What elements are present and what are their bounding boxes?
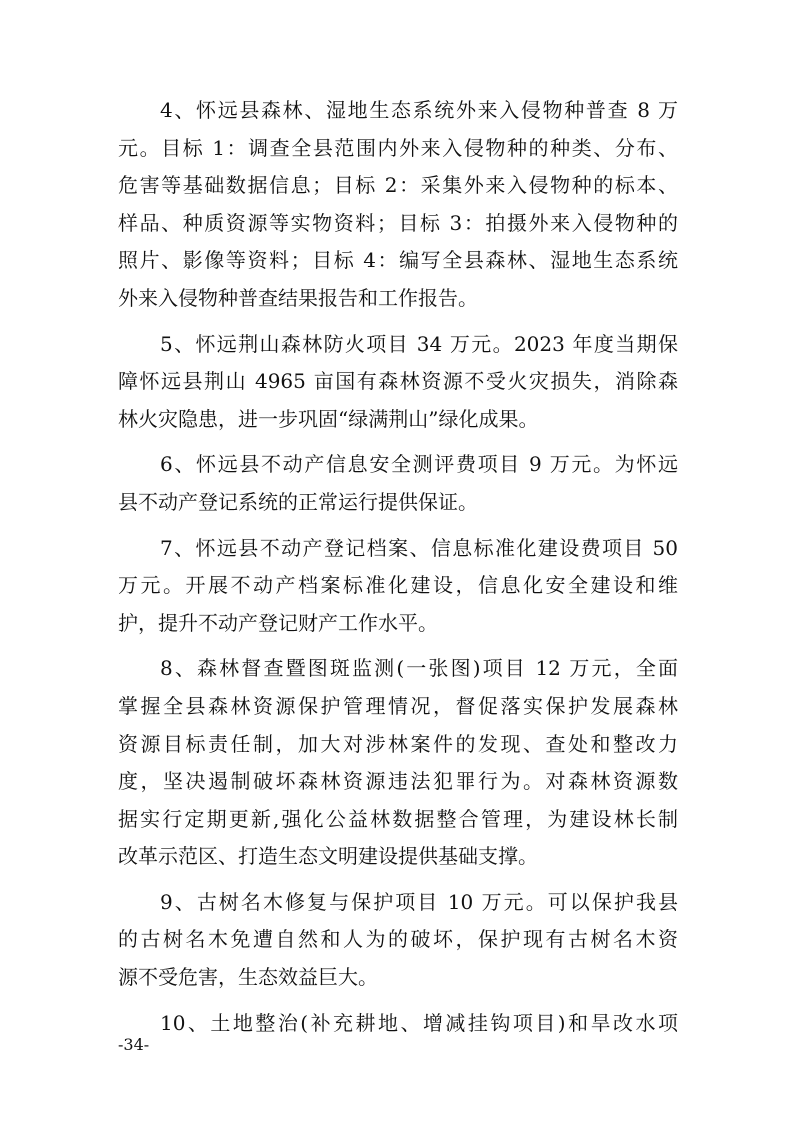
text-line: 样品、种质资源等实物资料；目标 3：拍摄外来入侵物种的 [118,210,678,235]
text-line: 源不受危害，生态效益巨大。 [118,965,378,990]
text-line: 4、怀远县森林、湿地生态系统外来入侵物种普查 8 万 [160,98,678,122]
text-line: 外来入侵物种普查结果报告和工作报告。 [118,285,478,310]
text-line: 8、森林督查暨图斑监测(一张图)项目 12 万元，全面 [160,656,678,681]
document-body [118,92,678,1042]
paragraph-item-10 [118,1005,678,1043]
text-line: 掌握全县森林资源保护管理情况，督促落实保护发展森林 [118,693,678,718]
text-line: 改革示范区、打造生态文明建设提供基础支撑。 [118,844,538,869]
paragraph-item-9 [118,884,678,997]
text-line: 6、怀远县不动产信息安全测评费项目 9 万元。为怀远 [160,452,678,477]
text-line: 的古树名木免遭自然和人为的破坏，保护现有古树名木资 [118,927,678,952]
page-number: -34- [118,1035,150,1054]
text-line: 资源目标责任制，加大对涉林案件的发现、查处和整改力 [118,731,678,756]
text-line: 万元。开展不动产档案标准化建设，信息化安全建设和维 [118,573,678,598]
text-line: 10、土地整治(补充耕地、增减挂钩项目)和旱改水项 [160,1010,678,1035]
text-line: 林火灾隐患，进一步巩固“绿满荆山”绿化成果。 [118,406,539,431]
paragraph-item-5 [118,326,678,439]
text-line: 9、古树名木修复与保护项目 10 万元。可以保护我县 [160,889,678,914]
text-line: 照片、影像等资料；目标 4：编写全县森林、湿地生态系统 [118,248,678,273]
text-line: 县不动产登记系统的正常运行提供保证。 [118,489,478,514]
text-line: 据实行定期更新,强化公益林数据整合管理，为建设林长制 [118,806,678,831]
text-line: 护，提升不动产登记财产工作水平。 [118,610,438,635]
paragraph-item-4 [118,92,678,318]
paragraph-item-7 [118,530,678,643]
text-line: 度，坚决遏制破坏森林资源违法犯罪行为。对森林资源数 [118,769,678,794]
paragraph-item-6 [118,446,678,521]
text-line: 5、怀远荆山森林防火项目 34 万元。2023 年度当期保 [160,331,678,356]
text-line: 元。目标 1：调查全县范围内外来入侵物种的种类、分布、 [118,135,678,160]
text-line: 障怀远县荆山 4965 亩国有森林资源不受火灾损失，消除森 [118,369,678,394]
text-line: 7、怀远县不动产登记档案、信息标准化建设费项目 50 [160,535,678,560]
paragraph-item-8 [118,650,678,876]
text-line: 危害等基础数据信息；目标 2：采集外来入侵物种的标本、 [118,173,678,198]
